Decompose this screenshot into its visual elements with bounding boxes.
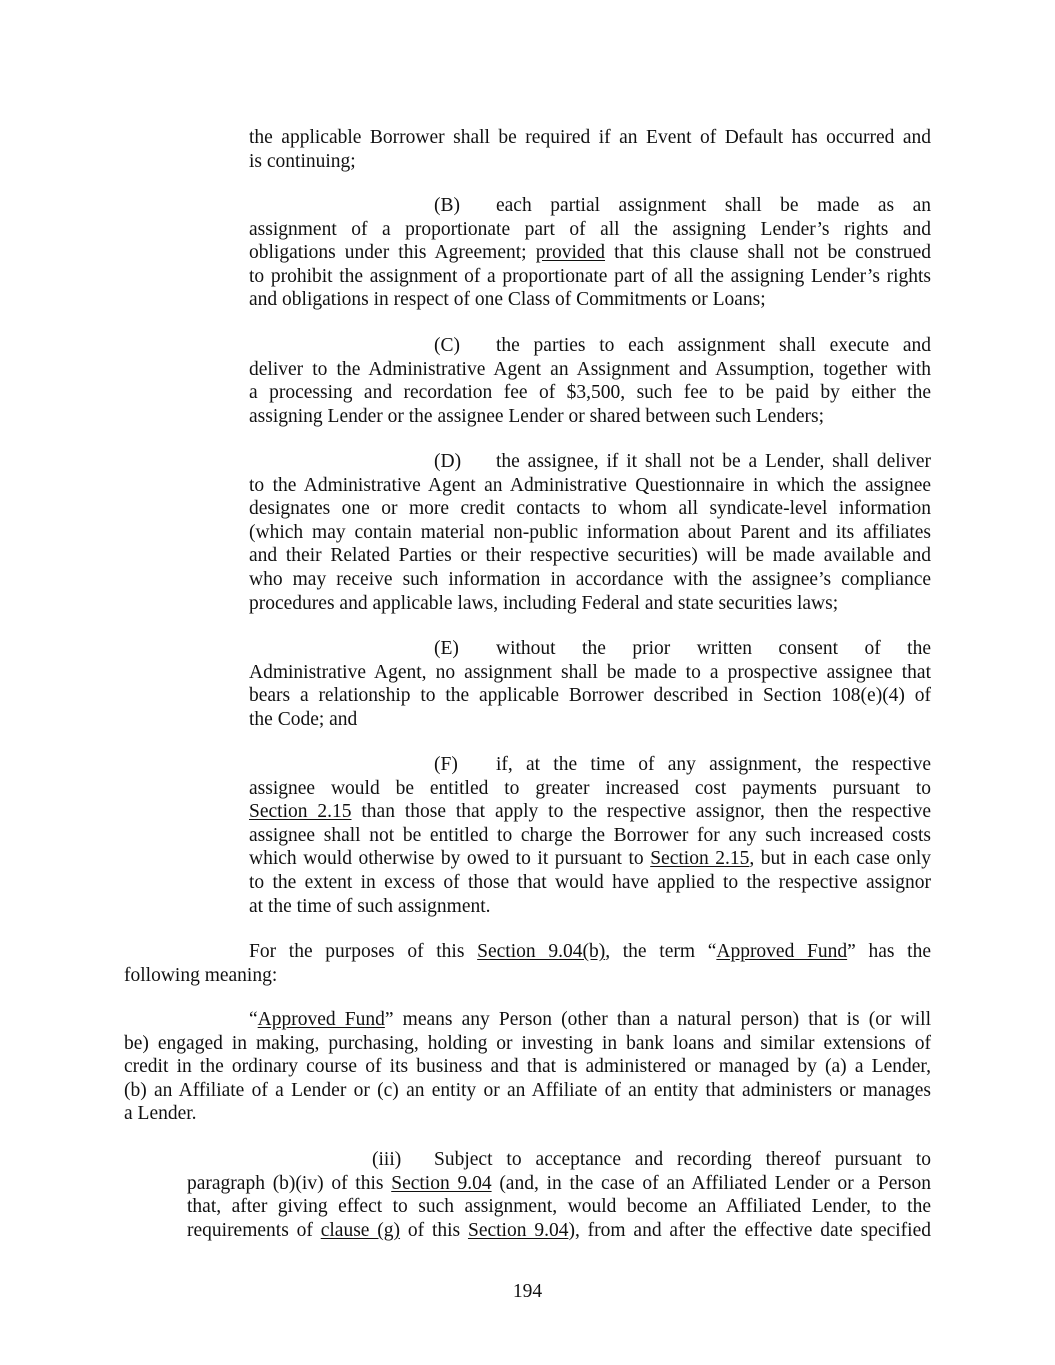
text-line [249, 450, 931, 474]
text-line [249, 847, 931, 871]
text-run: For the purposes of this [249, 941, 478, 962]
text-line: (b) an Affiliate of a Lender or (c) an entity or an Affiliate of an entity that administers or manages [124, 1079, 931, 1101]
section-reference: Section 9.04 [391, 1172, 492, 1194]
text-run: requirements of [187, 1219, 321, 1241]
text-line [187, 1172, 931, 1196]
text-run: “ [249, 1009, 258, 1030]
text-line: to prohibit the assignment of a proportionate part of all the assigning Lender’s rights [249, 265, 931, 287]
section-reference: Section 9.04(b) [477, 941, 606, 962]
paragraph-purpose [124, 940, 931, 987]
text-line [249, 334, 931, 358]
text-line: a processing and recordation fee of $3,500, such fee to be paid by either the [249, 382, 931, 404]
clause-label: (B) [434, 195, 460, 216]
text-line: assignment of a proportionate part of all the assigning Lender’s rights and [249, 218, 931, 240]
clause-label: (D) [434, 451, 462, 472]
text-run: of this [400, 1219, 468, 1241]
text-line: designates one or more credit contacts to whom all syndicate-level information [249, 498, 931, 520]
provided-term: provided [535, 242, 606, 264]
text-line: to the extent in excess of those that would have applied to the respective assignor [249, 871, 931, 893]
text-run: Subject to acceptance and recording thereof pursuant to [434, 1149, 931, 1170]
text-line [124, 940, 931, 964]
text-run: obligations under this Agreement; [249, 242, 536, 264]
text-run: without the prior written consent of the [496, 638, 931, 659]
text-run: each partial assignment shall be made as an [496, 195, 931, 216]
clause-reference: clause (g) [320, 1219, 401, 1241]
text-run: ” has the [847, 941, 932, 962]
text-line: (which may contain material non-public information about Parent and its affiliates [249, 521, 931, 543]
paragraph-definition [124, 1008, 931, 1126]
text-line: deliver to the Administrative Agent an Assignment and Assumption, together with [249, 358, 931, 380]
clause-iii [187, 1148, 931, 1242]
clause-f [249, 753, 931, 918]
text-line: following meaning: [124, 964, 278, 986]
text-line [249, 194, 931, 218]
section-reference: Section 2.15 [249, 801, 352, 823]
section-reference: Section 9.04 [467, 1219, 569, 1241]
text-line [249, 800, 931, 824]
text-line: at the time of such assignment. [249, 895, 491, 917]
clause-b [249, 194, 931, 312]
text-line: is continuing; [249, 150, 356, 172]
text-line: credit in the ordinary course of its business and that is administered or managed by (a) a Lender, [124, 1056, 931, 1078]
clause-e [249, 637, 931, 731]
text-line: Administrative Agent, no assignment shall be made to a prospective assignee that [249, 661, 931, 683]
text-line: be) engaged in making, purchasing, holding or investing in bank loans and similar extensions of [124, 1032, 931, 1054]
text-line: a Lender. [124, 1103, 197, 1125]
clause-d [249, 450, 931, 615]
text-line [187, 1148, 931, 1172]
text-line: assignee shall not be entitled to charge the Borrower for any such increased costs [249, 824, 931, 846]
text-line: the Code; and [249, 708, 358, 730]
text-line: and obligations in respect of one Class of Commitments or Loans; [249, 289, 766, 311]
text-line [249, 637, 931, 661]
text-run: ” means any Person (other than a natural person) that is (or will [384, 1009, 931, 1030]
text-line: that, after giving effect to such assignment, would become an Affiliated Lender, to the [187, 1196, 931, 1218]
text-line: who may receive such information in accordance with the assignee’s compliance [249, 568, 931, 590]
text-run: if, at the time of any assignment, the respective [496, 754, 931, 775]
text-run: that this clause shall not be construed [605, 242, 931, 264]
text-line: and their Related Parties or their respective securities) will be made available and [249, 545, 931, 567]
text-line [124, 1008, 931, 1032]
text-line: assigning Lender or the assignee Lender or shared between such Lenders; [249, 405, 825, 427]
text-run: than those that apply to the respective assignor, then the respective [351, 801, 931, 823]
text-run: the parties to each assignment shall execute and [496, 335, 931, 356]
page-number: 194 [512, 1281, 543, 1302]
text-run: which would otherwise by owed to it pursuant to [249, 848, 651, 870]
clause-label: (iii) [372, 1149, 402, 1170]
text-line [187, 1219, 931, 1243]
text-line: to the Administrative Agent an Administrative Questionnaire in which the assignee [249, 474, 931, 496]
text-run: , but in each case only [749, 848, 932, 870]
text-run: , the term “ [605, 941, 717, 962]
text-line: the applicable Borrower shall be required if an Event of Default has occurred and [249, 127, 931, 148]
text-line [249, 753, 931, 777]
clause-label: (F) [434, 754, 458, 775]
clause-c [249, 334, 931, 428]
clause-label: (C) [434, 335, 460, 356]
text-line: bears a relationship to the applicable Borrower described in Section 108(e)(4) of [249, 685, 931, 707]
text-run: the assignee, if it shall not be a Lender, shall deliver [496, 451, 931, 472]
section-reference: Section 2.15 [650, 848, 750, 870]
text-run: paragraph (b)(iv) of this [187, 1172, 392, 1194]
defined-term: Approved Fund [716, 941, 848, 962]
text-line: procedures and applicable laws, including Federal and state securities laws; [249, 592, 839, 614]
text-line: assignee would be entitled to greater increased cost payments pursuant to [249, 777, 931, 799]
text-line [249, 241, 931, 265]
clause-label: (E) [434, 638, 459, 659]
paragraph-continuation [249, 126, 931, 173]
text-run: (and, in the case of an Affiliated Lender or a Person [491, 1172, 931, 1194]
text-run: ), from and after the effective date specified [568, 1219, 932, 1241]
defined-term: Approved Fund [257, 1009, 385, 1030]
